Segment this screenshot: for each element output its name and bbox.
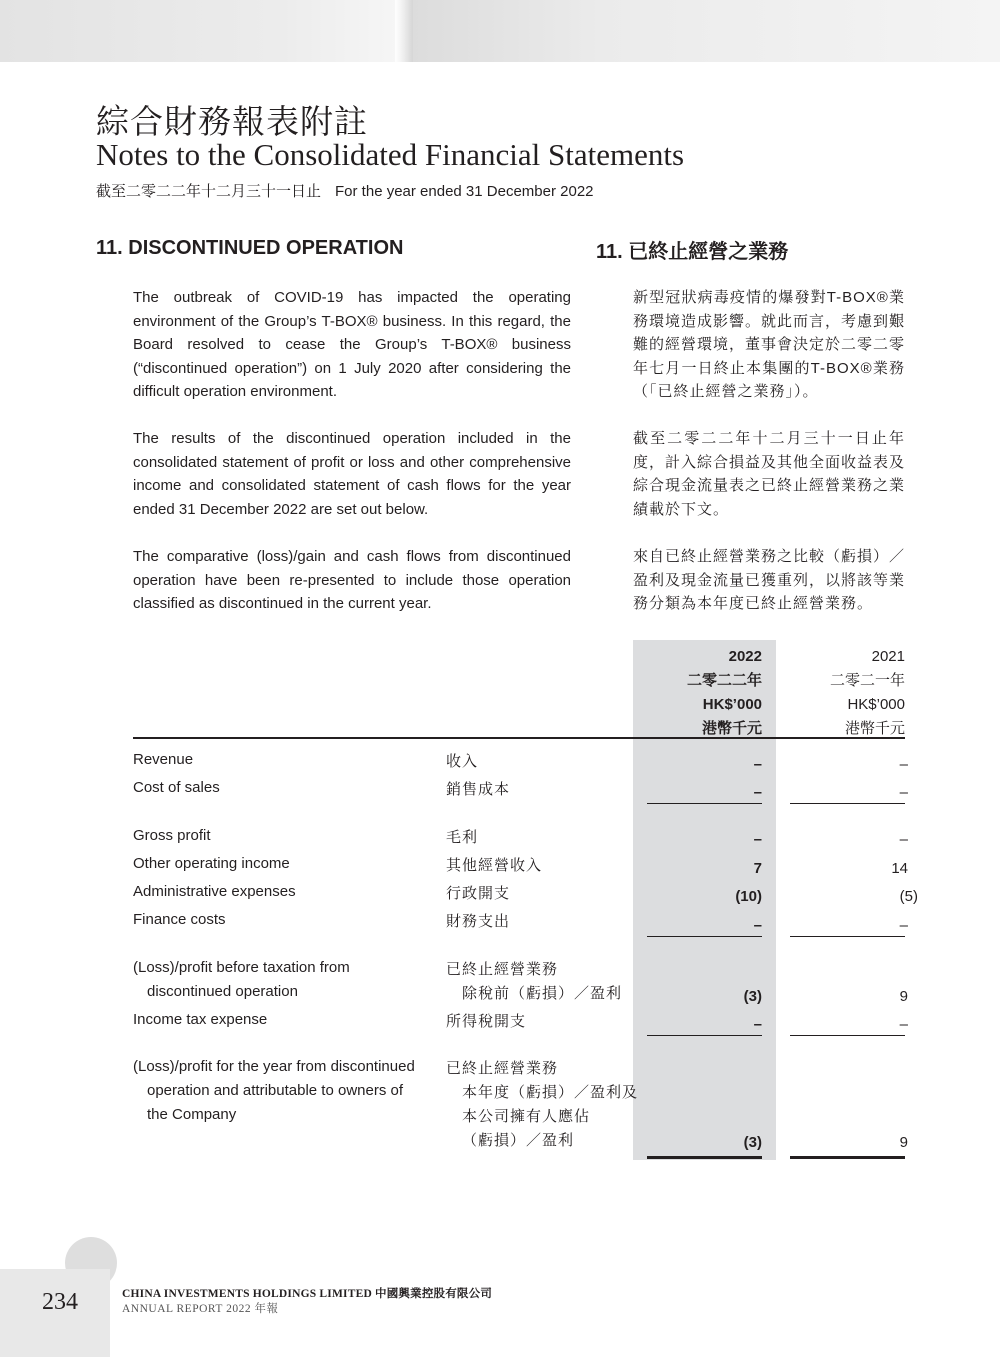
row-label-zh: 財務支出 [446,913,511,930]
value-2022: (3) [743,988,762,1005]
section-heading-zh: 11. 已終止經營之業務 [596,241,789,263]
row-label-zh: 本公司擁有人應佔 [462,1108,591,1125]
row-label-en: Administrative expenses [133,883,296,900]
row-label-zh: 已終止經營業務 [446,961,559,978]
row-label-en: (Loss)/profit before taxation from [133,959,350,976]
section-heading-en: 11. DISCONTINUED OPERATION [96,237,404,259]
value-2021: 9 [899,1134,908,1151]
row-label-en: Revenue [133,751,194,768]
total-double-rule-2022 [647,1156,762,1159]
row-label-en: Finance costs [133,911,226,928]
row-label-zh: （虧損）／盈利 [462,1132,575,1149]
column-unit-zh: 港幣千元 [701,720,762,737]
page-title-zh: 綜合財務報表附註 [96,102,368,141]
value-2021: – [899,784,908,801]
value-2021: – [899,831,908,848]
value-2021: (5) [899,888,918,905]
row-label-en: operation and attributable to owners of [147,1082,404,1099]
row-label-zh: 行政開支 [446,885,511,902]
value-2022: – [753,756,762,773]
column-year: 2022 [728,648,762,665]
row-label-zh: 除稅前（虧損）／盈利 [462,985,623,1002]
subtitle-en: For the year ended 31 December 2022 [335,183,594,200]
column-year-zh: 二零二一年 [829,672,905,689]
row-label-en: the Company [147,1106,237,1123]
page-subtitle [96,180,594,201]
row-label-zh: 已終止經營業務 [446,1060,559,1077]
column-header-2022 [640,645,762,741]
value-2022: – [753,1016,762,1033]
column-year-zh: 二零二二年 [686,672,762,689]
subtitle-zh: 截至二零二二年十二月三十一日止 [96,183,322,200]
row-label-zh: 本年度（虧損）／盈利及 [462,1084,639,1101]
total-double-rule-2021 [790,1156,905,1159]
subtotal-rule-2022 [647,803,762,804]
value-2022: – [753,831,762,848]
subtotal-rule-2021 [790,936,905,937]
row-label-en: Gross profit [133,827,211,844]
row-label-zh: 其他經營收入 [446,857,543,874]
paragraph-zh-1: 新型冠狀病毒疫情的爆發對T-BOX®業務環境造成影響。就此而言，考慮到艱難的經營環境，董事會決定於二零二零年七月一日終止本集團的T-BOX®業務（「已終止經營之業務」）。 [633,289,906,400]
page-number: 234 [42,1289,78,1315]
row-label-en: Other operating income [133,855,290,872]
subtotal-rule-2022 [647,936,762,937]
header-decorative-band [0,0,1000,62]
paragraph-en-3: The comparative (loss)/gain and cash flows from discontinued operation have been re-presented to include those operation classified as discontinued in the current year. [133,548,571,612]
table-header-rule [133,737,905,739]
footer-company-name: CHINA INVESTMENTS HOLDINGS LIMITED 中國興業控股有限公司 [122,1288,493,1300]
paragraph-en-1: The outbreak of COVID-19 has impacted the operating environment of the Group’s T-BOX® business. In this regard, the Board resolved to cease the Group’s T-BOX® business (“discontinued operation”) on 1 July 2020 after considering the difficult operation environment. [133,289,571,400]
subtotal-rule-2022 [647,1035,762,1036]
row-label-en: (Loss)/profit for the year from discontinued [133,1058,415,1075]
column-unit-zh: 港幣千元 [844,720,905,737]
row-label-zh: 銷售成本 [446,781,511,798]
value-2021: 14 [891,860,908,877]
column-unit: HK$’000 [847,696,905,713]
value-2022: (3) [743,1134,762,1151]
value-2021: – [899,756,908,773]
column-year: 2021 [871,648,905,665]
row-label-en: discontinued operation [147,983,298,1000]
page-title-en: Notes to the Consolidated Financial Statements [96,137,685,172]
column-unit: HK$’000 [702,696,762,713]
paragraph-en-2: The results of the discontinued operation included in the consolidated statement of profit or loss and other comprehensive income and consolidated statement of cash flows for the year ended 31 December 2022 are set out below. [133,430,571,518]
value-2021: 9 [899,988,908,1005]
row-label-en: Income tax expense [133,1011,268,1028]
paragraph-zh-3: 來自已終止經營業務之比較（虧損）／盈利及現金流量已獲重列，以將該等業務分類為本年度已終止經營業務。 [633,548,906,612]
paragraph-zh-2: 截至二零二二年十二月三十一日止年度，計入綜合損益及其他全面收益表及綜合現金流量表之已終止經營業務之業績載於下文。 [633,430,906,518]
row-label-zh: 收入 [446,753,479,770]
value-2022: 7 [753,860,762,877]
value-2021: – [899,917,908,934]
row-label-zh: 所得稅開支 [446,1013,527,1030]
value-2022: – [753,917,762,934]
row-label-en: Cost of sales [133,779,220,796]
footer-report-title: ANNUAL REPORT 2022 年報 [122,1303,279,1315]
subtotal-rule-2021 [790,803,905,804]
value-2022: – [753,784,762,801]
value-2021: – [899,1016,908,1033]
column-header-2021 [780,645,905,741]
value-2022: (10) [735,888,762,905]
subtotal-rule-2021 [790,1035,905,1036]
row-label-zh: 毛利 [446,829,479,846]
